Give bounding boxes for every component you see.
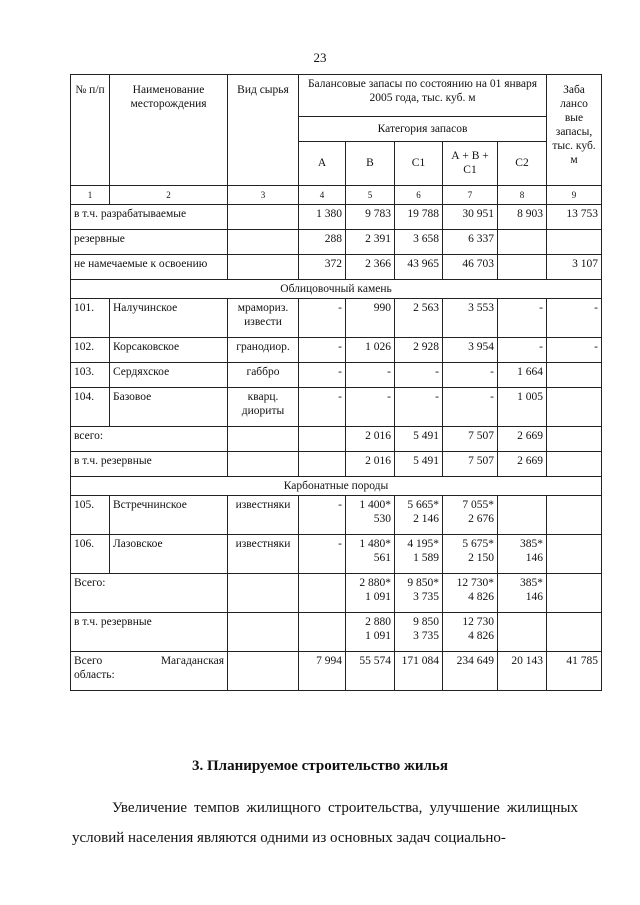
row-label: всего: [71, 427, 228, 452]
table-row [71, 535, 602, 574]
value-off-balance [547, 574, 602, 613]
value-off-balance [547, 230, 602, 255]
column-number: 4 [299, 186, 346, 205]
value-c2 [498, 230, 547, 255]
header-num: № п/п [71, 75, 110, 186]
column-number: 2 [110, 186, 228, 205]
value-c1: 171 084 [395, 652, 443, 691]
column-number: 6 [395, 186, 443, 205]
value-abc1: 7 507 [443, 452, 498, 477]
row-label: в т.ч. разрабатываемые [71, 205, 228, 230]
value-a: 1 380 [299, 205, 346, 230]
value-b: 2 016 [346, 452, 395, 477]
value-abc1: 12 730* 4 826 [443, 574, 498, 613]
table-row [71, 205, 602, 230]
value-c2: 20 143 [498, 652, 547, 691]
value-abc1: - [443, 388, 498, 427]
raw-type-cell [228, 230, 299, 255]
value-off-balance [547, 613, 602, 652]
reserves-table [70, 74, 602, 691]
value-off-balance [547, 535, 602, 574]
header-cat-b: В [346, 141, 395, 185]
grand-total-label-right: Магаданская [160, 655, 224, 667]
header-off-balance: Заба лансо вые запасы, тыс. куб. м [547, 75, 602, 186]
value-a [299, 427, 346, 452]
raw-type-cell [228, 427, 299, 452]
column-number: 3 [228, 186, 299, 205]
row-number: 105. [71, 496, 110, 535]
value-b: 2 391 [346, 230, 395, 255]
value-a [299, 613, 346, 652]
value-c1: 19 788 [395, 205, 443, 230]
value-c2: 1 005 [498, 388, 547, 427]
value-c2 [498, 255, 547, 280]
value-abc1: 6 337 [443, 230, 498, 255]
table-row [71, 230, 602, 255]
value-off-balance [547, 363, 602, 388]
row-number: 103. [71, 363, 110, 388]
row-label: Всего: [71, 574, 228, 613]
value-abc1: 3 954 [443, 338, 498, 363]
header-cat-abc1: А + В + С1 [443, 141, 498, 185]
table-row [71, 496, 602, 535]
value-abc1: 7 507 [443, 427, 498, 452]
deposit-name: Сердяхское [110, 363, 228, 388]
value-b: - [346, 388, 395, 427]
deposit-name: Налучинское [110, 299, 228, 338]
value-a: 7 994 [299, 652, 346, 691]
raw-type-cell [228, 255, 299, 280]
value-abc1: 234 649 [443, 652, 498, 691]
value-abc1: 46 703 [443, 255, 498, 280]
column-number: 5 [346, 186, 395, 205]
raw-type-cell: известняки [228, 535, 299, 574]
value-c1: - [395, 363, 443, 388]
value-off-balance: - [547, 299, 602, 338]
value-c1: 9 850 3 735 [395, 613, 443, 652]
header-cat-c1: С1 [395, 141, 443, 185]
grand-total-label-left: Всего [74, 655, 103, 667]
table-row [71, 255, 602, 280]
value-a: - [299, 388, 346, 427]
value-c2: 385* 146 [498, 574, 547, 613]
value-b: 2 366 [346, 255, 395, 280]
table-row [71, 574, 602, 613]
header-balance-reserves: Балансовые запасы по состоянию на 01 января 2005 года, тыс. куб. м [299, 75, 547, 117]
deposit-name: Лазовское [110, 535, 228, 574]
value-c2: - [498, 338, 547, 363]
section-title: 3. Планируемое строительство жилья [192, 758, 448, 774]
raw-type-cell [228, 452, 299, 477]
table-row [71, 363, 602, 388]
header-cat-a: А [299, 141, 346, 185]
table-row [71, 613, 602, 652]
value-b: 1 026 [346, 338, 395, 363]
table-row [71, 452, 602, 477]
row-label: в т.ч. резервные [71, 613, 228, 652]
raw-type-cell: гранодиор. [228, 338, 299, 363]
value-c2: 2 669 [498, 452, 547, 477]
value-c1: 4 195* 1 589 [395, 535, 443, 574]
body-paragraph: Увеличение темпов жилищного строительства, улучшение жилищных условий населения являются одними из основных задач социально- [72, 800, 578, 846]
value-b: - [346, 363, 395, 388]
value-c1: 5 491 [395, 427, 443, 452]
column-numbers-row [71, 186, 602, 205]
section-facing-stone: Облицовочный камень [71, 280, 602, 299]
value-off-balance: 41 785 [547, 652, 602, 691]
grand-total-label-second: область: [74, 669, 115, 681]
value-a: 372 [299, 255, 346, 280]
row-number: 104. [71, 388, 110, 427]
value-a: - [299, 299, 346, 338]
value-abc1: 3 553 [443, 299, 498, 338]
raw-type-cell: известняки [228, 496, 299, 535]
table-row [71, 388, 602, 427]
row-label: резервные [71, 230, 228, 255]
row-number: 106. [71, 535, 110, 574]
value-c2: - [498, 299, 547, 338]
value-off-balance [547, 427, 602, 452]
value-a: - [299, 535, 346, 574]
value-b: 1 400* 530 [346, 496, 395, 535]
value-b: 990 [346, 299, 395, 338]
header-cat-c2: С2 [498, 141, 547, 185]
value-c1: 2 563 [395, 299, 443, 338]
value-c2: 8 903 [498, 205, 547, 230]
value-c2: 385* 146 [498, 535, 547, 574]
raw-type-cell: мрамориз. извести [228, 299, 299, 338]
raw-type-cell [228, 205, 299, 230]
value-c1: 9 850* 3 735 [395, 574, 443, 613]
row-number: 101. [71, 299, 110, 338]
value-c1: 3 658 [395, 230, 443, 255]
value-off-balance [547, 452, 602, 477]
header-raw-type: Вид сырья [228, 75, 299, 186]
value-abc1: 5 675* 2 150 [443, 535, 498, 574]
section-row [71, 477, 602, 496]
value-off-balance: 3 107 [547, 255, 602, 280]
raw-type-cell: кварц. диориты [228, 388, 299, 427]
grand-total-label [71, 652, 228, 691]
value-off-balance: - [547, 338, 602, 363]
column-number: 1 [71, 186, 110, 205]
column-number: 9 [547, 186, 602, 205]
value-abc1: 12 730 4 826 [443, 613, 498, 652]
value-off-balance: 13 753 [547, 205, 602, 230]
value-c1: 2 928 [395, 338, 443, 363]
deposit-name: Базовое [110, 388, 228, 427]
table-row [71, 299, 602, 338]
table-row [71, 338, 602, 363]
value-b: 2 880* 1 091 [346, 574, 395, 613]
grand-total-row [71, 652, 602, 691]
page-number: 23 [313, 50, 327, 65]
section-carbonate-rocks: Карбонатные породы [71, 477, 602, 496]
value-c1: 5 665* 2 146 [395, 496, 443, 535]
header-category: Категория запасов [299, 117, 547, 142]
row-number: 102. [71, 338, 110, 363]
raw-type-cell [228, 574, 299, 613]
value-a: - [299, 338, 346, 363]
table-row [71, 427, 602, 452]
value-b: 1 480* 561 [346, 535, 395, 574]
value-b: 2 880 1 091 [346, 613, 395, 652]
value-off-balance [547, 496, 602, 535]
value-a: 288 [299, 230, 346, 255]
raw-type-cell [228, 652, 299, 691]
value-c1: 5 491 [395, 452, 443, 477]
row-label: в т.ч. резервные [71, 452, 228, 477]
value-a: - [299, 363, 346, 388]
value-c2: 1 664 [498, 363, 547, 388]
value-c2: 2 669 [498, 427, 547, 452]
value-a: - [299, 496, 346, 535]
section-row [71, 280, 602, 299]
value-abc1: - [443, 363, 498, 388]
value-off-balance [547, 388, 602, 427]
value-abc1: 30 951 [443, 205, 498, 230]
header-deposit-name: Наименование месторождения [110, 75, 228, 186]
value-a [299, 452, 346, 477]
value-b: 9 783 [346, 205, 395, 230]
value-c1: - [395, 388, 443, 427]
value-b: 55 574 [346, 652, 395, 691]
deposit-name: Корсаковское [110, 338, 228, 363]
value-c2 [498, 496, 547, 535]
value-a [299, 574, 346, 613]
deposit-name: Встречнинское [110, 496, 228, 535]
column-number: 7 [443, 186, 498, 205]
raw-type-cell [228, 613, 299, 652]
value-c2 [498, 613, 547, 652]
value-c1: 43 965 [395, 255, 443, 280]
value-abc1: 7 055* 2 676 [443, 496, 498, 535]
column-number: 8 [498, 186, 547, 205]
value-b: 2 016 [346, 427, 395, 452]
row-label: не намечаемые к освоению [71, 255, 228, 280]
raw-type-cell: габбро [228, 363, 299, 388]
